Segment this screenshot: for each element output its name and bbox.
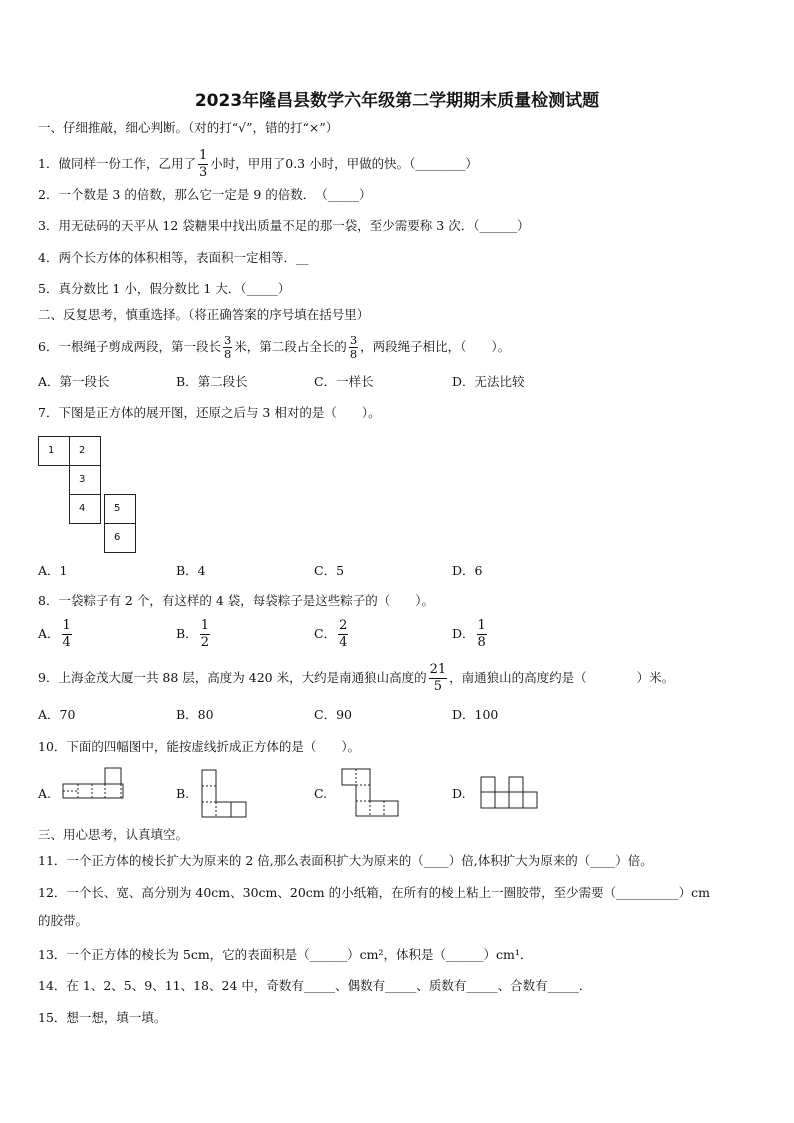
q8-option-c (314, 618, 350, 651)
q6-fraction-2 (349, 334, 358, 361)
q7-option-a: A．1 (38, 563, 68, 578)
q8-c-label: C． (314, 626, 337, 641)
q10-option-c-net (340, 767, 400, 819)
q8-b-num: 1 (200, 618, 209, 633)
q10-option-c-label: C. (314, 786, 328, 801)
q10-option-b-net (200, 768, 248, 820)
q8-b-den: 2 (200, 635, 209, 650)
q10-option-d-net (479, 775, 539, 811)
q8-d-num: 1 (477, 618, 486, 633)
question-10: 10．下面的四幅图中，能按虚线折成正方体的是（ ）。 (38, 739, 361, 754)
q10-b-outline (202, 770, 231, 817)
q6-f2-den: 8 (349, 347, 358, 361)
q6-fraction-1 (223, 334, 232, 361)
question-12-continued: 的胶带。 (38, 913, 89, 928)
q9-option-a: A．70 (38, 707, 76, 722)
q6-f2-num: 3 (349, 333, 358, 347)
q10-d-top-mid-square (509, 777, 523, 792)
q8-option-b (176, 618, 212, 651)
q6-option-a: A．第一段长 (38, 374, 110, 389)
section-3-heading: 三、用心思考，认真填空。 (38, 827, 189, 842)
section-1-heading: 一、仔细推敲，细心判断。（对的打“√”，错的打“×”） (38, 120, 339, 135)
page-title: 2023年隆昌县数学六年级第二学期期末质量检测试题 (194, 91, 600, 111)
q8-b-fraction (200, 618, 210, 651)
question-3: 3．用无砝码的天平从 12 袋糖果中找出质量不足的那一袋，至少需要称 3 次．（______） (38, 218, 530, 233)
q9-option-d: D．100 (452, 707, 499, 722)
q6-option-d: D．无法比较 (452, 374, 525, 389)
net-cell-4: 4 (69, 494, 101, 524)
q10-option-d-label: D. (452, 786, 466, 801)
net-cell-1: 1 (38, 436, 70, 466)
question-13: 13．一个正方体的棱长为 5cm，它的表面积是（______）cm²，体积是（______）cm¹． (38, 947, 533, 962)
q6-f1-den: 8 (223, 347, 232, 361)
q8-option-a (38, 618, 74, 651)
q8-b-label: B． (176, 626, 198, 641)
q8-a-label: A． (38, 626, 60, 641)
question-7: 7．下图是正方体的展开图，还原之后与 3 相对的是（ ）。 (38, 405, 381, 420)
q7-option-b: B．4 (176, 563, 206, 578)
q6-option-b: B．第二段长 (176, 374, 248, 389)
q1-fraction (198, 148, 208, 181)
q6-text-pre: 6．一根绳子剪成两段，第一段长 (38, 339, 221, 354)
q10-d-top-left-square (481, 777, 495, 792)
question-9 (38, 662, 674, 695)
q8-a-fraction (62, 618, 72, 651)
q9-text-post: ，南通狼山的高度约是（ ）米。 (449, 670, 675, 685)
cube-net-figure (38, 436, 138, 554)
q6-text-post: ，两段绳子相比，（ ）。 (360, 339, 511, 354)
q8-a-den: 4 (62, 635, 71, 650)
q8-a-num: 1 (62, 618, 71, 633)
question-11: 11．一个正方体的棱长扩大为原来的 2 倍,那么表面积扩大为原来的（____）倍,体积扩大为原来的（____）倍。 (38, 853, 653, 868)
net-cell-6: 6 (104, 523, 136, 553)
net-cell-3: 3 (69, 465, 101, 495)
q1-fraction-den: 3 (198, 165, 208, 180)
q10-c-outline (342, 769, 398, 816)
q10-option-b-label: B. (176, 786, 190, 801)
question-15: 15．想一想，填一填。 (38, 1010, 167, 1025)
q8-d-label: D． (452, 626, 475, 641)
q10-a-top-square (105, 768, 121, 784)
q10-option-a-net (62, 766, 124, 802)
q9-fraction (429, 662, 448, 695)
q1-fraction-num: 1 (198, 148, 208, 163)
question-4: 4．两个长方体的体积相等，表面积一定相等．__ (38, 250, 309, 265)
section-2-heading: 二、反复思考，慎重选择。（将正确答案的序号填在括号里） (38, 307, 370, 322)
q10-b-right-square (231, 802, 246, 817)
q9-fraction-den: 5 (433, 679, 443, 694)
question-8: 8．一袋粽子有 2 个，有这样的 4 袋，每袋粽子是这些粽子的（ ）。 (38, 593, 435, 608)
question-12: 12．一个长、宽、高分别为 40cm、30cm、20cm 的小纸箱，在所有的棱上粘上一圈胶带，至少需要（__________）cm (38, 885, 710, 900)
q9-text-pre: 9．上海金茂大厦一共 88 层，高度为 420 米，大约是南通狼山高度的 (38, 670, 427, 685)
q9-fraction-num: 21 (429, 662, 447, 677)
q9-option-c: C．90 (314, 707, 352, 722)
q6-text-mid: 米，第二段占全长的 (234, 339, 347, 354)
q8-d-fraction (477, 618, 487, 651)
question-14: 14．在 1、2、5、9、11、18、24 中，奇数有_____、偶数有_____、质数有_____、合数有_____． (38, 978, 592, 993)
q6-option-c: C．一样长 (314, 374, 374, 389)
q8-c-den: 4 (339, 635, 348, 650)
q1-text-pre: 1．做同样一份工作，乙用了 (38, 156, 196, 171)
q10-option-a-label: A. (38, 786, 52, 801)
question-1 (38, 148, 478, 181)
q1-text-post: 小时，甲用了0.3 小时，甲做的快。（________） (210, 156, 478, 171)
q7-option-d: D．6 (452, 563, 483, 578)
net-cell-5: 5 (104, 494, 136, 524)
question-5: 5．真分数比 1 小，假分数比 1 大．（_____） (38, 281, 291, 296)
question-6 (38, 334, 510, 361)
q9-option-b: B．80 (176, 707, 214, 722)
q7-option-c: C．5 (314, 563, 345, 578)
net-cell-2: 2 (69, 436, 101, 466)
q8-c-fraction (338, 618, 348, 651)
q8-d-den: 8 (477, 635, 486, 650)
q6-f1-num: 3 (223, 333, 232, 347)
q8-option-d (452, 618, 489, 651)
q8-c-num: 2 (339, 618, 348, 633)
question-2: 2．一个数是 3 的倍数，那么它一定是 9 的倍数． （_____） (38, 187, 372, 202)
